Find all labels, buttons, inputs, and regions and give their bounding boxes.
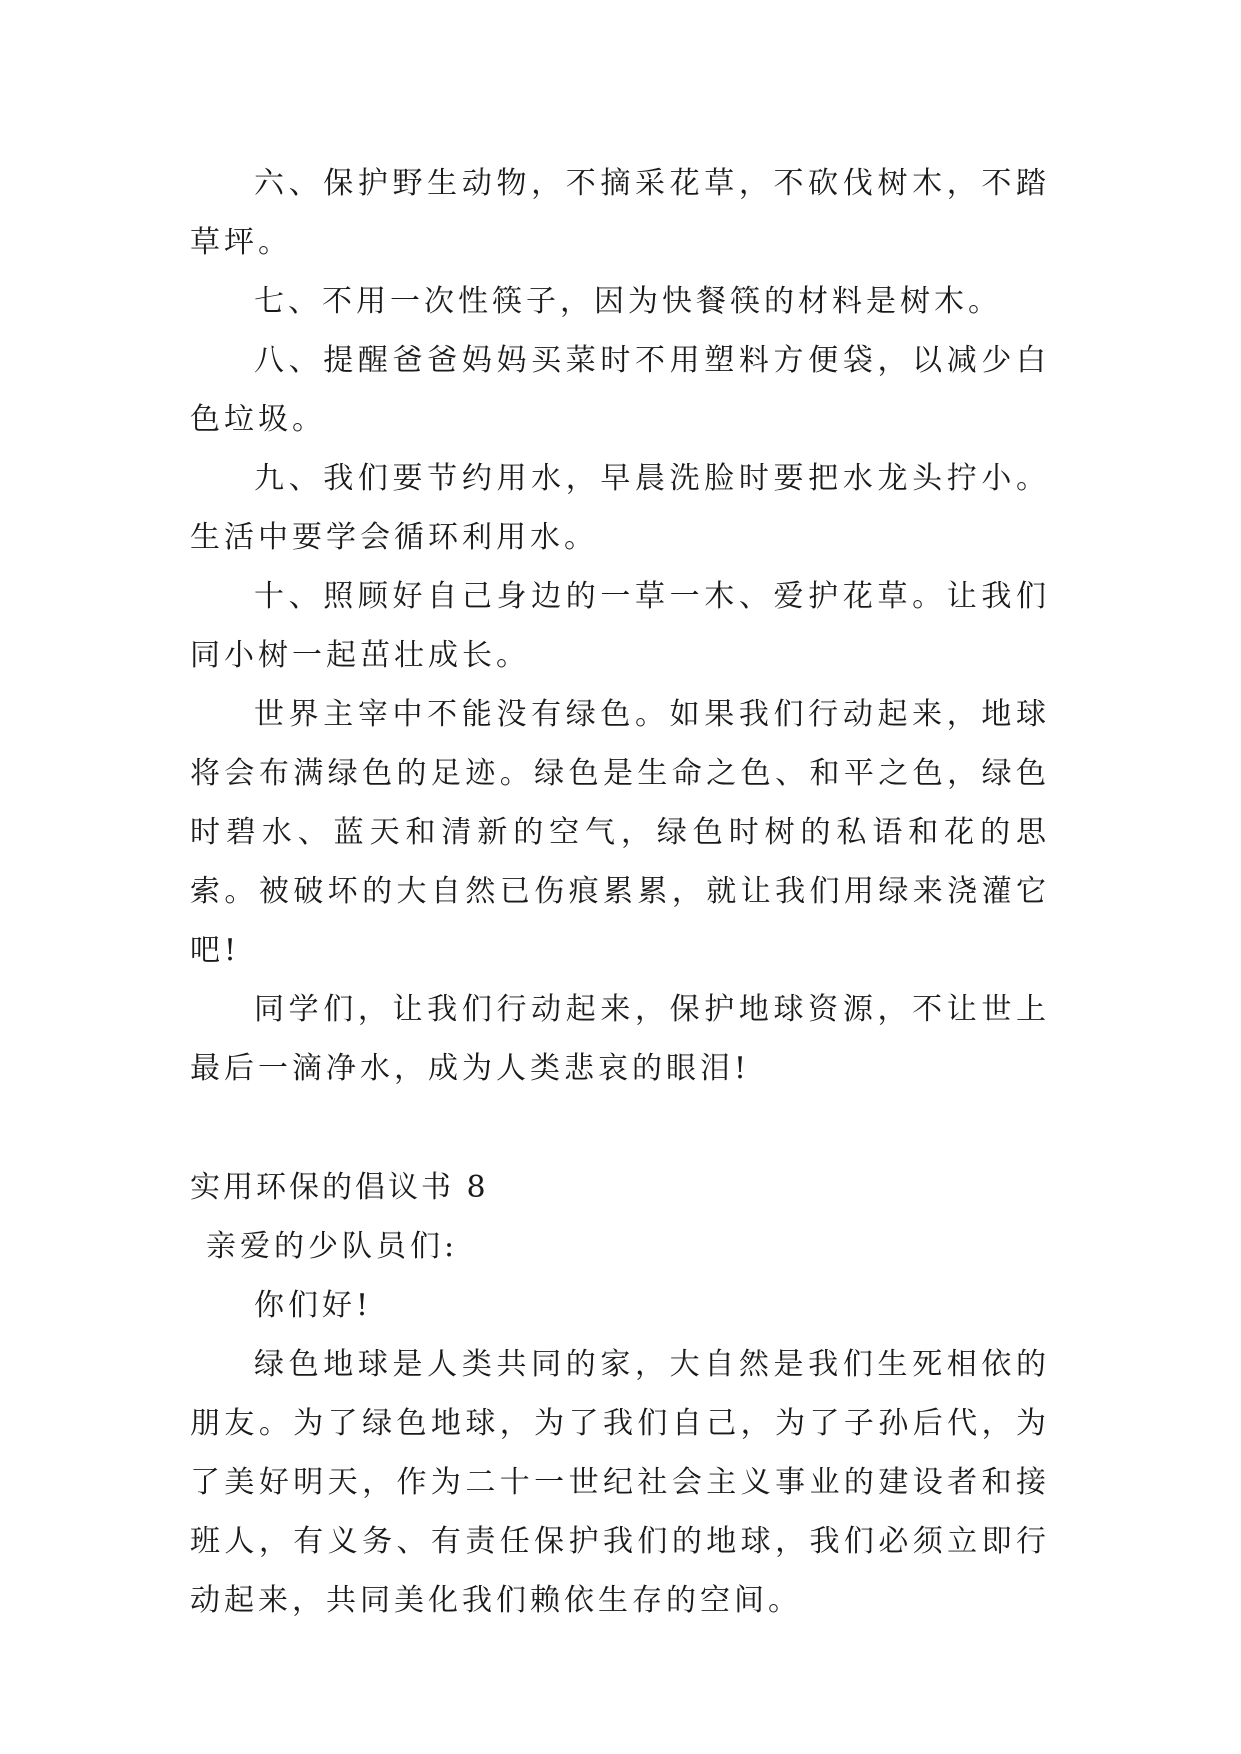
paragraph-item-10: 十、照顾好自己身边的一草一木、爱护花草。让我们同小树一起茁壮成长。 bbox=[190, 579, 1050, 673]
paragraph-item-9: 九、我们要节约用水，早晨洗脸时要把水龙头拧小。生活中要学会循环利用水。 bbox=[190, 461, 1050, 555]
document-body bbox=[190, 154, 1050, 1630]
paragraph-item-7: 七、不用一次性筷子，因为快餐筷的材料是树木。 bbox=[254, 284, 1002, 319]
greeting: 你们好! bbox=[254, 1288, 373, 1323]
paragraph-item-8: 八、提醒爸爸妈妈买菜时不用塑料方便袋，以减少白色垃圾。 bbox=[190, 343, 1050, 437]
paragraph-item-6: 六、保护野生动物，不摘采花草，不砍伐树木，不踏草坪。 bbox=[190, 166, 1050, 260]
paragraph-green-earth: 绿色地球是人类共同的家，大自然是我们生死相依的朋友。为了绿色地球，为了我们自己，为了子孙后代，为了美好明天，作为二十一世纪社会主义事业的建设者和接班人，有义务、有责任保护我们的地球，我们必须立即行动起来，共同美化我们赖依生存的空间。 bbox=[190, 1347, 1050, 1618]
paragraph-call-to-action: 同学们，让我们行动起来，保护地球资源，不让世上最后一滴净水，成为人类悲哀的眼泪! bbox=[190, 992, 1050, 1086]
section-heading: 实用环保的倡议书 8 bbox=[190, 1170, 489, 1205]
paragraph-green-world: 世界主宰中不能没有绿色。如果我们行动起来，地球将会布满绿色的足迹。绿色是生命之色、和平之色，绿色时碧水、蓝天和清新的空气，绿色时树的私语和花的思索。被破坏的大自然已伤痕累累，就让我们用绿来浇灌它吧! bbox=[190, 697, 1050, 968]
salutation: 亲爱的少队员们: bbox=[206, 1229, 459, 1264]
